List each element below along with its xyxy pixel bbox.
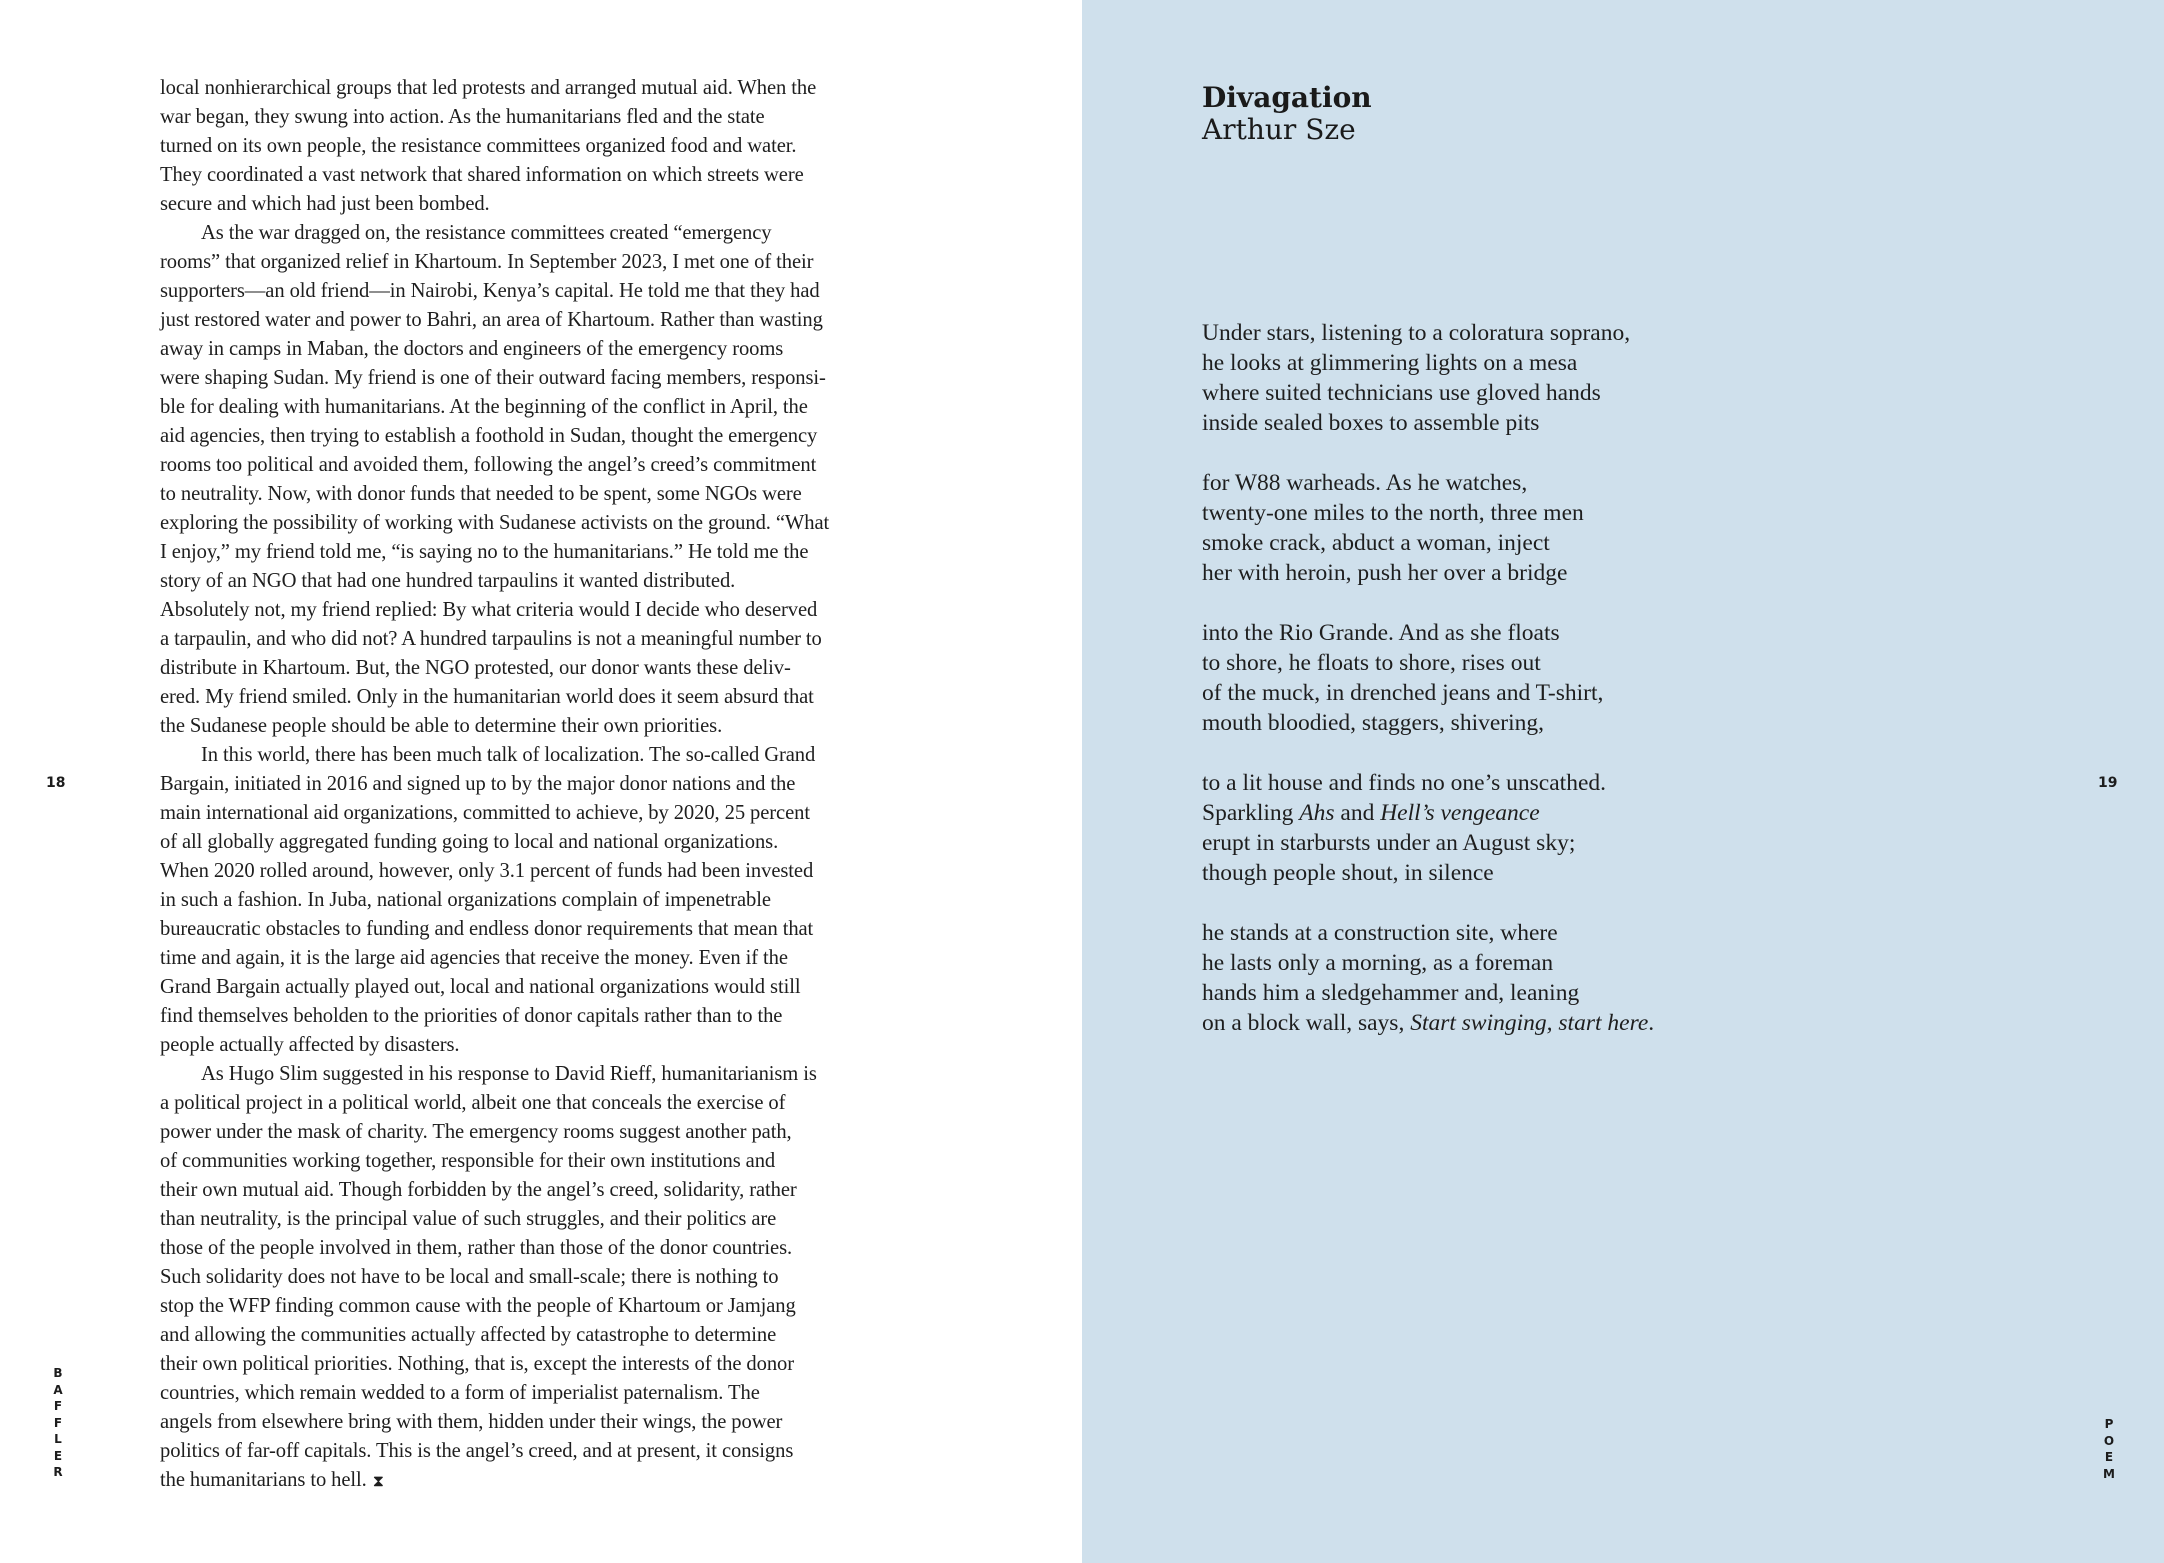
essay-line: distribute in Khartoum. But, the NGO protested, our donor wants these deliv- [160,657,791,679]
essay-line: secure and which had just been bombed. [160,193,490,215]
essay-line: the Sudanese people should be able to determine their own priorities. [160,715,723,737]
essay-line: rooms” that organized relief in Khartoum. In September 2023, I met one of their [160,251,814,273]
essay-line: angels from elsewhere bring with them, hidden under their wings, the power [160,1411,783,1433]
essay-line: ble for dealing with humanitarians. At the beginning of the conflict in April, the [160,396,808,418]
essay-line: As the war dragged on, the resistance committees created “emergency [201,222,772,244]
poem-line: to a lit house and finds no one’s unscathed. [1202,770,1606,796]
essay-line: power under the mask of charity. The emergency rooms suggest another path, [160,1121,792,1143]
vertical-letter: P [2104,1417,2114,1431]
vertical-letter: B [53,1366,63,1380]
essay-text [160,74,882,1495]
essay-line: a political project in a political world, albeit one that conceals the exercise of [160,1092,786,1114]
essay-line: were shaping Sudan. My friend is one of their outward facing members, responsi- [160,367,826,389]
poem-line: twenty-one miles to the north, three men [1202,500,1584,526]
essay-line: As Hugo Slim suggested in his response to David Rieff, humanitarianism is [201,1063,817,1085]
vertical-letter: F [53,1415,63,1430]
poem-line: erupt in starbursts under an August sky; [1202,830,1576,856]
essay-line: a tarpaulin, and who did not? A hundred tarpaulins is not a meaningful number to [160,628,822,650]
vertical-letter: F [53,1399,63,1413]
poem-line: inside sealed boxes to assemble pits [1202,410,1540,436]
essay-line: When 2020 rolled around, however, only 3.1 percent of funds had been invested [160,860,814,882]
essay-line: to neutrality. Now, with donor funds that needed to be spent, some NGOs were [160,483,802,505]
essay-line: local nonhierarchical groups that led protests and arranged mutual aid. When the [160,77,817,99]
poem-line: though people shout, in silence [1202,860,1494,886]
essay-line: their own mutual aid. Though forbidden by the angel’s creed, solidarity, rather [160,1179,797,1201]
poem-line: he lasts only a morning, as a foreman [1202,950,1554,976]
poem-line: Sparkling Ahs and Hell’s vengeance [1202,800,1540,826]
poem-line: of the muck, in drenched jeans and T-shirt, [1202,680,1604,706]
poem-stanza [1202,468,1762,588]
essay-line: supporters—an old friend—in Nairobi, Kenya’s capital. He told me that they had [160,280,820,302]
poem-author: Arthur Sze [1202,113,1356,146]
poem-stanza [1202,318,1762,438]
vertical-letter: E [2104,1450,2114,1464]
essay-line: and allowing the communities actually affected by catastrophe to determine [160,1324,777,1346]
page-number-left: 18 [46,775,66,791]
essay-line: countries, which remain wedded to a form of imperialist paternalism. The [160,1382,760,1404]
essay-line: in such a fashion. In Juba, national organizations complain of impenetrable [160,889,771,911]
poem-line: he looks at glimmering lights on a mesa [1202,350,1578,376]
vertical-letter: M [2103,1466,2115,1481]
vertical-letter: L [54,1432,62,1446]
vertical-letter: O [2103,1433,2115,1448]
essay-line: story of an NGO that had one hundred tarpaulins it wanted distributed. [160,570,736,592]
magazine-name-vertical [51,1365,65,1481]
poem-line: mouth bloodied, staggers, shivering, [1202,710,1545,736]
essay-line: Such solidarity does not have to be local and small-scale; there is nothing to [160,1266,779,1288]
poem-stanza [1202,918,1762,1038]
essay-line: of communities working together, responsible for their own institutions and [160,1150,776,1172]
essay-line: Absolutely not, my friend replied: By what criteria would I decide who deserved [160,599,818,621]
essay-line: of all globally aggregated funding going to local and national organizations. [160,831,779,853]
vertical-letter: R [53,1465,63,1479]
essay-line: turned on its own people, the resistance committees organized food and water. [160,135,797,157]
poem-stanza [1202,768,1762,888]
essay-line: their own political priorities. Nothing, that is, except the interests of the donor [160,1353,794,1375]
poem-line: for W88 warheads. As he watches, [1202,470,1528,496]
poem-line: Under stars, listening to a coloratura soprano, [1202,320,1631,346]
essay-line: war began, they swung into action. As the humanitarians fled and the state [160,106,765,128]
vertical-letter: A [53,1382,63,1397]
essay-line: aid agencies, then trying to establish a foothold in Sudan, thought the emergency [160,425,818,447]
essay-line: Grand Bargain actually played out, local and national organizations would still [160,976,801,998]
poem-title: Divagation [1202,81,1372,114]
essay-line: find themselves beholden to the priorities of donor capitals rather than to the [160,1005,783,1027]
essay-line: politics of far-off capitals. This is the angel’s creed, and at present, it consigns [160,1440,794,1462]
essay-line: stop the WFP finding common cause with the people of Khartoum or Jamjang [160,1295,796,1317]
section-label-vertical [2102,1416,2116,1482]
essay-line: main international aid organizations, committed to achieve, by 2020, 25 percent [160,802,810,824]
essay-line: rooms too political and avoided them, following the angel’s creed’s commitment [160,454,817,476]
essay-line: just restored water and power to Bahri, an area of Khartoum. Rather than wasting [160,309,823,331]
poem-line: where suited technicians use gloved hands [1202,380,1601,406]
essay-line: those of the people involved in them, rather than those of the donor countries. [160,1237,793,1259]
essay-line: away in camps in Maban, the doctors and engineers of the emergency rooms [160,338,784,360]
vertical-letter: E [53,1448,63,1463]
poem-body [1202,318,1762,1068]
poem-line: he stands at a construction site, where [1202,920,1558,946]
essay-line: time and again, it is the large aid agencies that receive the money. Even if the [160,947,788,969]
poem-stanza [1202,618,1762,738]
essay-line: Bargain, initiated in 2016 and signed up to by the major donor nations and the [160,773,796,795]
essay-line: ered. My friend smiled. Only in the humanitarian world does it seem absurd that [160,686,814,708]
poem-line: on a block wall, says, Start swinging, start here. [1202,1010,1655,1036]
page-number-right: 19 [2098,775,2118,791]
poem-line: hands him a sledgehammer and, leaning [1202,980,1580,1006]
poem-line: into the Rio Grande. And as she floats [1202,620,1560,646]
essay-line: In this world, there has been much talk of localization. The so-called Grand [201,744,816,766]
poem-line: to shore, he floats to shore, rises out [1202,650,1541,676]
essay-line: exploring the possibility of working with Sudanese activists on the ground. “What [160,512,830,534]
essay-line: I enjoy,” my friend told me, “is saying no to the humanitarians.” He told me the [160,541,809,563]
essay-line: people actually affected by disasters. [160,1034,460,1056]
essay-line: bureaucratic obstacles to funding and endless donor requirements that mean that [160,918,814,940]
essay-line: They coordinated a vast network that shared information on which streets were [160,164,804,186]
poem-line: her with heroin, push her over a bridge [1202,560,1568,586]
end-mark-icon: ⧗ [372,1471,384,1490]
essay-line: the humanitarians to hell. ⧗ [160,1469,384,1491]
poem-line: smoke crack, abduct a woman, inject [1202,530,1550,556]
essay-line: than neutrality, is the principal value of such struggles, and their politics are [160,1208,777,1230]
